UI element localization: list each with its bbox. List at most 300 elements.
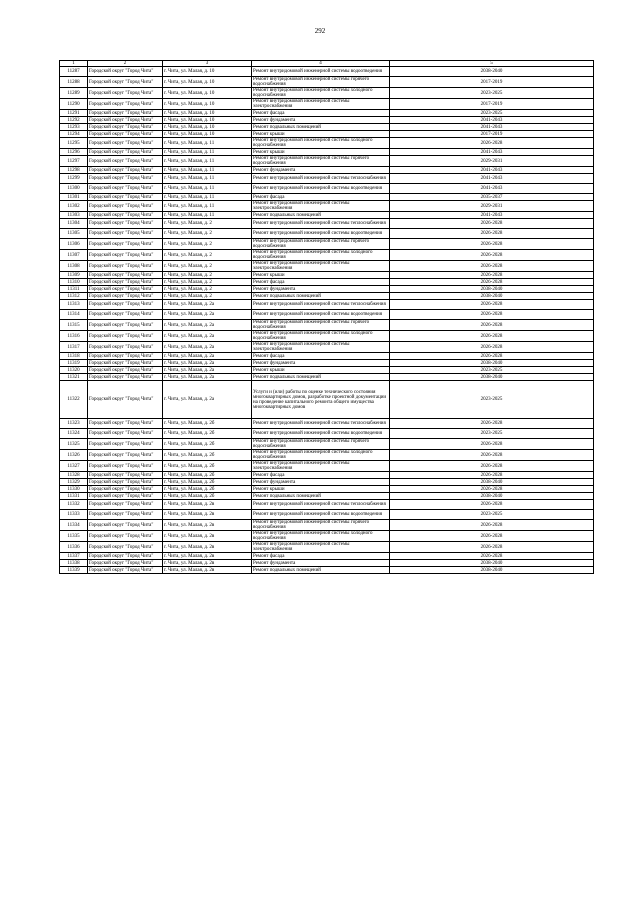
table-row [60, 367, 594, 374]
municipality-cell: Городской округ "Город Чита" [88, 229, 163, 239]
municipality-cell: Городской округ "Город Чита" [88, 500, 163, 510]
work-type-cell: Ремонт внутридомовой инженерной системы холодного водоснабжения [252, 250, 390, 261]
address-cell: г. Чита, ул. Малая, д. 2б [163, 429, 252, 439]
row-number-cell: 11299 [60, 174, 88, 184]
municipality-cell: Городской округ "Город Чита" [88, 184, 163, 194]
municipality-cell: Городской округ "Город Чита" [88, 250, 163, 261]
row-number-cell: 11324 [60, 429, 88, 439]
work-type-cell: Ремонт фасада [252, 553, 390, 560]
address-cell: г. Чита, ул. Малая, д. 11 [163, 174, 252, 184]
row-number-cell: 11336 [60, 542, 88, 553]
address-cell: г. Чита, ул. Малая, д. 10 [163, 67, 252, 77]
municipality-cell: Городской округ "Город Чита" [88, 279, 163, 286]
period-cell: 2026-2028 [390, 138, 594, 149]
work-type-cell: Ремонт внутридомовой инженерной системы теплоснабжения [252, 419, 390, 429]
table-row [60, 99, 594, 110]
document-table-container [59, 60, 593, 574]
period-cell: 2026-2028 [390, 450, 594, 461]
row-number-cell: 11320 [60, 367, 88, 374]
table-row [60, 479, 594, 486]
work-type-cell: Ремонт внутридомовой инженерной системы теплоснабжения [252, 219, 390, 229]
address-cell: г. Чита, ул. Малая, д. 2 [163, 229, 252, 239]
municipality-cell: Городской округ "Город Чита" [88, 286, 163, 293]
table-row [60, 331, 594, 342]
table-row [60, 212, 594, 219]
address-cell: г. Чита, ул. Малая, д. 11 [163, 212, 252, 219]
period-cell: 2041-2043 [390, 149, 594, 156]
municipality-cell: Городской округ "Город Чита" [88, 367, 163, 374]
header-cell-col5: 5 [390, 61, 594, 67]
row-number-cell: 11328 [60, 472, 88, 479]
work-type-cell: Ремонт фасада [252, 110, 390, 117]
municipality-cell: Городской округ "Город Чита" [88, 553, 163, 560]
period-cell: 2026-2028 [390, 320, 594, 331]
work-type-cell: Ремонт внутридомовой инженерной системы холодного водоснабжения [252, 531, 390, 542]
row-number-cell: 11333 [60, 510, 88, 520]
address-cell: г. Чита, ул. Малая, д. 2а [163, 374, 252, 381]
address-cell: г. Чита, ул. Малая, д. 11 [163, 138, 252, 149]
table-row [60, 360, 594, 367]
municipality-cell: Городской округ "Город Чита" [88, 156, 163, 167]
period-cell: 2023-2025 [390, 110, 594, 117]
table-row [60, 310, 594, 320]
period-cell: 2026-2028 [390, 486, 594, 493]
period-cell: 2023-2025 [390, 367, 594, 374]
period-cell: 2038-2040 [390, 560, 594, 567]
municipality-cell: Городской округ "Город Чита" [88, 381, 163, 419]
work-type-cell: Услуги и (или) работы по оценке технического состояния многоквартирных домов, разработке проектной документации на проведение капитального ремонта общего имущества многоквартирных домов [252, 381, 390, 419]
work-type-cell: Ремонт внутридомовой инженерной системы холодного водоснабжения [252, 138, 390, 149]
address-cell: г. Чита, ул. Малая, д. 2в [163, 567, 252, 574]
address-cell: г. Чита, ул. Малая, д. 2б [163, 461, 252, 472]
municipality-cell: Городской округ "Город Чита" [88, 110, 163, 117]
municipality-cell: Городской округ "Город Чита" [88, 124, 163, 131]
address-cell: г. Чита, ул. Малая, д. 2а [163, 360, 252, 367]
period-cell: 2038-2040 [390, 567, 594, 574]
work-type-cell: Ремонт фундамента [252, 286, 390, 293]
page-number: 292 [314, 27, 326, 35]
municipality-cell: Городской округ "Город Чита" [88, 320, 163, 331]
row-number-cell: 11294 [60, 131, 88, 138]
repair-schedule-table [59, 60, 594, 574]
table-row [60, 293, 594, 300]
work-type-cell: Ремонт внутридомовой инженерной системы электроснабжения [252, 99, 390, 110]
work-type-cell: Ремонт внутридомовой инженерной системы горячего водоснабжения [252, 520, 390, 531]
municipality-cell: Городской округ "Город Чита" [88, 429, 163, 439]
municipality-cell: Городской округ "Город Чита" [88, 374, 163, 381]
address-cell: г. Чита, ул. Малая, д. 11 [163, 194, 252, 201]
work-type-cell: Ремонт внутридомовой инженерной системы электроснабжения [252, 342, 390, 353]
row-number-cell: 11322 [60, 381, 88, 419]
period-cell: 2026-2028 [390, 279, 594, 286]
municipality-cell: Городской округ "Город Чита" [88, 419, 163, 429]
table-row [60, 542, 594, 553]
table-row [60, 167, 594, 174]
period-cell: 2029-2031 [390, 156, 594, 167]
table-row [60, 461, 594, 472]
municipality-cell: Городской округ "Город Чита" [88, 149, 163, 156]
table-row [60, 239, 594, 250]
address-cell: г. Чита, ул. Малая, д. 10 [163, 124, 252, 131]
period-cell: 2041-2043 [390, 212, 594, 219]
municipality-cell: Городской округ "Город Чита" [88, 67, 163, 77]
work-type-cell: Ремонт фасада [252, 472, 390, 479]
header-cell-col4: 4 [252, 61, 390, 67]
table-row [60, 374, 594, 381]
address-cell: г. Чита, ул. Малая, д. 2 [163, 261, 252, 272]
period-cell: 2026-2028 [390, 472, 594, 479]
row-number-cell: 11316 [60, 331, 88, 342]
table-row [60, 219, 594, 229]
table-row [60, 67, 594, 77]
row-number-cell: 11337 [60, 553, 88, 560]
work-type-cell: Ремонт крыши [252, 486, 390, 493]
municipality-cell: Городской округ "Город Чита" [88, 77, 163, 88]
municipality-cell: Городской округ "Город Чита" [88, 331, 163, 342]
period-cell: 2041-2043 [390, 184, 594, 194]
work-type-cell: Ремонт крыши [252, 131, 390, 138]
work-type-cell: Ремонт крыши [252, 272, 390, 279]
table-row [60, 184, 594, 194]
period-cell: 2038-2040 [390, 374, 594, 381]
work-type-cell: Ремонт фундамента [252, 360, 390, 367]
work-type-cell: Ремонт фундамента [252, 117, 390, 124]
period-cell: 2023-2025 [390, 510, 594, 520]
row-number-cell: 11329 [60, 479, 88, 486]
work-type-cell: Ремонт внутридомовой инженерной системы водоотведения [252, 510, 390, 520]
table-row [60, 117, 594, 124]
period-cell: 2026-2028 [390, 419, 594, 429]
period-cell: 2026-2028 [390, 520, 594, 531]
period-cell: 2026-2028 [390, 219, 594, 229]
address-cell: г. Чита, ул. Малая, д. 2а [163, 342, 252, 353]
municipality-cell: Городской округ "Город Чита" [88, 542, 163, 553]
municipality-cell: Городской округ "Город Чита" [88, 201, 163, 212]
address-cell: г. Чита, ул. Малая, д. 2в [163, 553, 252, 560]
municipality-cell: Городской округ "Город Чита" [88, 131, 163, 138]
municipality-cell: Городской округ "Город Чита" [88, 219, 163, 229]
address-cell: г. Чита, ул. Малая, д. 2а [163, 367, 252, 374]
address-cell: г. Чита, ул. Малая, д. 2б [163, 479, 252, 486]
table-row [60, 560, 594, 567]
table-row [60, 194, 594, 201]
table-row [60, 201, 594, 212]
municipality-cell: Городской округ "Город Чита" [88, 174, 163, 184]
row-number-cell: 11313 [60, 300, 88, 310]
row-number-cell: 11293 [60, 124, 88, 131]
work-type-cell: Ремонт внутридомовой инженерной системы холодного водоснабжения [252, 88, 390, 99]
table-row [60, 486, 594, 493]
municipality-cell: Городской округ "Город Чита" [88, 479, 163, 486]
municipality-cell: Городской округ "Город Чита" [88, 212, 163, 219]
table-row [60, 342, 594, 353]
period-cell: 2026-2028 [390, 239, 594, 250]
municipality-cell: Городской округ "Город Чита" [88, 117, 163, 124]
address-cell: г. Чита, ул. Малая, д. 2в [163, 542, 252, 553]
table-row [60, 131, 594, 138]
work-type-cell: Ремонт подвальных помещений [252, 212, 390, 219]
row-number-cell: 11306 [60, 239, 88, 250]
table-row [60, 520, 594, 531]
work-type-cell: Ремонт фундамента [252, 167, 390, 174]
table-row [60, 149, 594, 156]
row-number-cell: 11326 [60, 450, 88, 461]
municipality-cell: Городской округ "Город Чита" [88, 310, 163, 320]
municipality-cell: Городской округ "Город Чита" [88, 353, 163, 360]
row-number-cell: 11338 [60, 560, 88, 567]
work-type-cell: Ремонт внутридомовой инженерной системы водоотведения [252, 310, 390, 320]
row-number-cell: 11325 [60, 439, 88, 450]
work-type-cell: Ремонт внутридомовой инженерной системы электроснабжения [252, 261, 390, 272]
address-cell: г. Чита, ул. Малая, д. 2а [163, 320, 252, 331]
row-number-cell: 11311 [60, 286, 88, 293]
row-number-cell: 11309 [60, 272, 88, 279]
table-row [60, 472, 594, 479]
row-number-cell: 11295 [60, 138, 88, 149]
row-number-cell: 11296 [60, 149, 88, 156]
address-cell: г. Чита, ул. Малая, д. 2б [163, 450, 252, 461]
row-number-cell: 11300 [60, 184, 88, 194]
municipality-cell: Городской округ "Город Чита" [88, 167, 163, 174]
period-cell: 2026-2028 [390, 300, 594, 310]
period-cell: 2026-2028 [390, 461, 594, 472]
row-number-cell: 11287 [60, 67, 88, 77]
municipality-cell: Городской округ "Город Чита" [88, 461, 163, 472]
row-number-cell: 11318 [60, 353, 88, 360]
period-cell: 2023-2025 [390, 88, 594, 99]
address-cell: г. Чита, ул. Малая, д. 11 [163, 184, 252, 194]
address-cell: г. Чита, ул. Малая, д. 10 [163, 110, 252, 117]
municipality-cell: Городской округ "Город Чита" [88, 239, 163, 250]
row-number-cell: 11331 [60, 493, 88, 500]
table-row [60, 531, 594, 542]
period-cell: 2026-2028 [390, 500, 594, 510]
table-row [60, 138, 594, 149]
period-cell: 2026-2028 [390, 331, 594, 342]
address-cell: г. Чита, ул. Малая, д. 2б [163, 493, 252, 500]
table-row [60, 261, 594, 272]
row-number-cell: 11291 [60, 110, 88, 117]
address-cell: г. Чита, ул. Малая, д. 10 [163, 77, 252, 88]
row-number-cell: 11302 [60, 201, 88, 212]
work-type-cell: Ремонт внутридомовой инженерной системы горячего водоснабжения [252, 239, 390, 250]
row-number-cell: 11305 [60, 229, 88, 239]
work-type-cell: Ремонт внутридомовой инженерной системы водоотведения [252, 229, 390, 239]
work-type-cell: Ремонт крыши [252, 367, 390, 374]
address-cell: г. Чита, ул. Малая, д. 2в [163, 560, 252, 567]
period-cell: 2026-2028 [390, 250, 594, 261]
municipality-cell: Городской округ "Город Чита" [88, 567, 163, 574]
work-type-cell: Ремонт подвальных помещений [252, 374, 390, 381]
period-cell: 2041-2043 [390, 117, 594, 124]
row-number-cell: 11327 [60, 461, 88, 472]
address-cell: г. Чита, ул. Малая, д. 2 [163, 239, 252, 250]
row-number-cell: 11288 [60, 77, 88, 88]
period-cell: 2026-2028 [390, 553, 594, 560]
period-cell: 2026-2028 [390, 272, 594, 279]
work-type-cell: Ремонт внутридомовой инженерной системы электроснабжения [252, 542, 390, 553]
work-type-cell: Ремонт крыши [252, 149, 390, 156]
period-cell: 2041-2043 [390, 124, 594, 131]
row-number-cell: 11301 [60, 194, 88, 201]
municipality-cell: Городской округ "Город Чита" [88, 293, 163, 300]
address-cell: г. Чита, ул. Малая, д. 2 [163, 293, 252, 300]
row-number-cell: 11319 [60, 360, 88, 367]
table-row [60, 110, 594, 117]
address-cell: г. Чита, ул. Малая, д. 2а [163, 381, 252, 419]
period-cell: 2041-2043 [390, 167, 594, 174]
table-row [60, 553, 594, 560]
municipality-cell: Городской округ "Город Чита" [88, 531, 163, 542]
work-type-cell: Ремонт внутридомовой инженерной системы горячего водоснабжения [252, 320, 390, 331]
address-cell: г. Чита, ул. Малая, д. 2б [163, 419, 252, 429]
row-number-cell: 11334 [60, 520, 88, 531]
table-row [60, 510, 594, 520]
period-cell: 2023-2025 [390, 381, 594, 419]
address-cell: г. Чита, ул. Малая, д. 10 [163, 99, 252, 110]
table-row [60, 229, 594, 239]
work-type-cell: Ремонт внутридомовой инженерной системы холодного водоснабжения [252, 331, 390, 342]
municipality-cell: Городской округ "Город Чита" [88, 88, 163, 99]
municipality-cell: Городской округ "Город Чита" [88, 450, 163, 461]
work-type-cell: Ремонт внутридомовой инженерной системы водоотведения [252, 429, 390, 439]
address-cell: г. Чита, ул. Малая, д. 2в [163, 520, 252, 531]
header-cell-col1: 1 [60, 61, 88, 67]
row-number-cell: 11312 [60, 293, 88, 300]
period-cell: 2017-2019 [390, 131, 594, 138]
municipality-cell: Городской округ "Город Чита" [88, 439, 163, 450]
table-body [60, 61, 594, 574]
period-cell: 2038-2040 [390, 479, 594, 486]
work-type-cell: Ремонт подвальных помещений [252, 293, 390, 300]
period-cell: 2026-2028 [390, 439, 594, 450]
period-cell: 2035-2037 [390, 194, 594, 201]
table-row [60, 381, 594, 419]
table-row [60, 286, 594, 293]
table-row [60, 493, 594, 500]
municipality-cell: Городской округ "Город Чита" [88, 99, 163, 110]
row-number-cell: 11335 [60, 531, 88, 542]
work-type-cell: Ремонт внутридомовой инженерной системы электроснабжения [252, 461, 390, 472]
work-type-cell: Ремонт внутридомовой инженерной системы холодного водоснабжения [252, 450, 390, 461]
municipality-cell: Городской округ "Город Чита" [88, 261, 163, 272]
row-number-cell: 11303 [60, 212, 88, 219]
row-number-cell: 11308 [60, 261, 88, 272]
period-cell: 2026-2028 [390, 342, 594, 353]
row-number-cell: 11297 [60, 156, 88, 167]
table-row [60, 124, 594, 131]
address-cell: г. Чита, ул. Малая, д. 2а [163, 353, 252, 360]
table-row [60, 320, 594, 331]
municipality-cell: Городской округ "Город Чита" [88, 520, 163, 531]
address-cell: г. Чита, ул. Малая, д. 11 [163, 156, 252, 167]
work-type-cell: Ремонт подвальных помещений [252, 567, 390, 574]
address-cell: г. Чита, ул. Малая, д. 2 [163, 286, 252, 293]
table-row [60, 156, 594, 167]
municipality-cell: Городской округ "Город Чита" [88, 510, 163, 520]
address-cell: г. Чита, ул. Малая, д. 10 [163, 88, 252, 99]
address-cell: г. Чита, ул. Малая, д. 11 [163, 167, 252, 174]
address-cell: г. Чита, ул. Малая, д. 2в [163, 510, 252, 520]
table-row [60, 439, 594, 450]
work-type-cell: Ремонт внутридомовой инженерной системы теплоснабжения [252, 500, 390, 510]
period-cell: 2026-2028 [390, 542, 594, 553]
address-cell: г. Чита, ул. Малая, д. 2в [163, 531, 252, 542]
row-number-cell: 11290 [60, 99, 88, 110]
address-cell: г. Чита, ул. Малая, д. 10 [163, 131, 252, 138]
address-cell: г. Чита, ул. Малая, д. 2 [163, 250, 252, 261]
address-cell: г. Чита, ул. Малая, д. 2б [163, 486, 252, 493]
address-cell: г. Чита, ул. Малая, д. 2 [163, 272, 252, 279]
period-cell: 2026-2028 [390, 229, 594, 239]
work-type-cell: Ремонт фундамента [252, 479, 390, 486]
municipality-cell: Городской округ "Город Чита" [88, 194, 163, 201]
period-cell: 2017-2019 [390, 99, 594, 110]
period-cell: 2017-2019 [390, 77, 594, 88]
period-cell: 2041-2043 [390, 174, 594, 184]
municipality-cell: Городской округ "Город Чита" [88, 472, 163, 479]
table-row [60, 500, 594, 510]
address-cell: г. Чита, ул. Малая, д. 2б [163, 472, 252, 479]
row-number-cell: 11339 [60, 567, 88, 574]
work-type-cell: Ремонт фасада [252, 279, 390, 286]
header-cell-col2: 2 [88, 61, 163, 67]
address-cell: г. Чита, ул. Малая, д. 2б [163, 439, 252, 450]
table-row [60, 353, 594, 360]
period-cell: 2038-2040 [390, 286, 594, 293]
row-number-cell: 11321 [60, 374, 88, 381]
row-number-cell: 11315 [60, 320, 88, 331]
row-number-cell: 11332 [60, 500, 88, 510]
row-number-cell: 11289 [60, 88, 88, 99]
row-number-cell: 11298 [60, 167, 88, 174]
period-cell: 2038-2040 [390, 293, 594, 300]
table-row [60, 279, 594, 286]
work-type-cell: Ремонт подвальных помещений [252, 493, 390, 500]
period-cell: 2038-2040 [390, 493, 594, 500]
work-type-cell: Ремонт внутридомовой инженерной системы горячего водоснабжения [252, 439, 390, 450]
address-cell: г. Чита, ул. Малая, д. 2а [163, 310, 252, 320]
address-cell: г. Чита, ул. Малая, д. 2а [163, 300, 252, 310]
table-row [60, 77, 594, 88]
address-cell: г. Чита, ул. Малая, д. 10 [163, 117, 252, 124]
table-row [60, 250, 594, 261]
work-type-cell: Ремонт фасада [252, 353, 390, 360]
period-cell: 2038-2040 [390, 360, 594, 367]
municipality-cell: Городской округ "Город Чита" [88, 300, 163, 310]
work-type-cell: Ремонт внутридомовой инженерной системы теплоснабжения [252, 174, 390, 184]
table-row [60, 272, 594, 279]
row-number-cell: 11323 [60, 419, 88, 429]
municipality-cell: Городской округ "Город Чита" [88, 360, 163, 367]
row-number-cell: 11314 [60, 310, 88, 320]
table-row [60, 429, 594, 439]
period-cell: 2029-2031 [390, 201, 594, 212]
table-row [60, 88, 594, 99]
work-type-cell: Ремонт фасада [252, 194, 390, 201]
row-number-cell: 11317 [60, 342, 88, 353]
address-cell: г. Чита, ул. Малая, д. 11 [163, 201, 252, 212]
address-cell: г. Чита, ул. Малая, д. 2в [163, 500, 252, 510]
period-cell: 2026-2028 [390, 353, 594, 360]
address-cell: г. Чита, ул. Малая, д. 2 [163, 279, 252, 286]
work-type-cell: Ремонт внутридомовой инженерной системы электроснабжения [252, 201, 390, 212]
row-number-cell: 11292 [60, 117, 88, 124]
municipality-cell: Городской округ "Город Чита" [88, 138, 163, 149]
table-row [60, 450, 594, 461]
municipality-cell: Городской округ "Город Чита" [88, 493, 163, 500]
municipality-cell: Городской округ "Город Чита" [88, 272, 163, 279]
